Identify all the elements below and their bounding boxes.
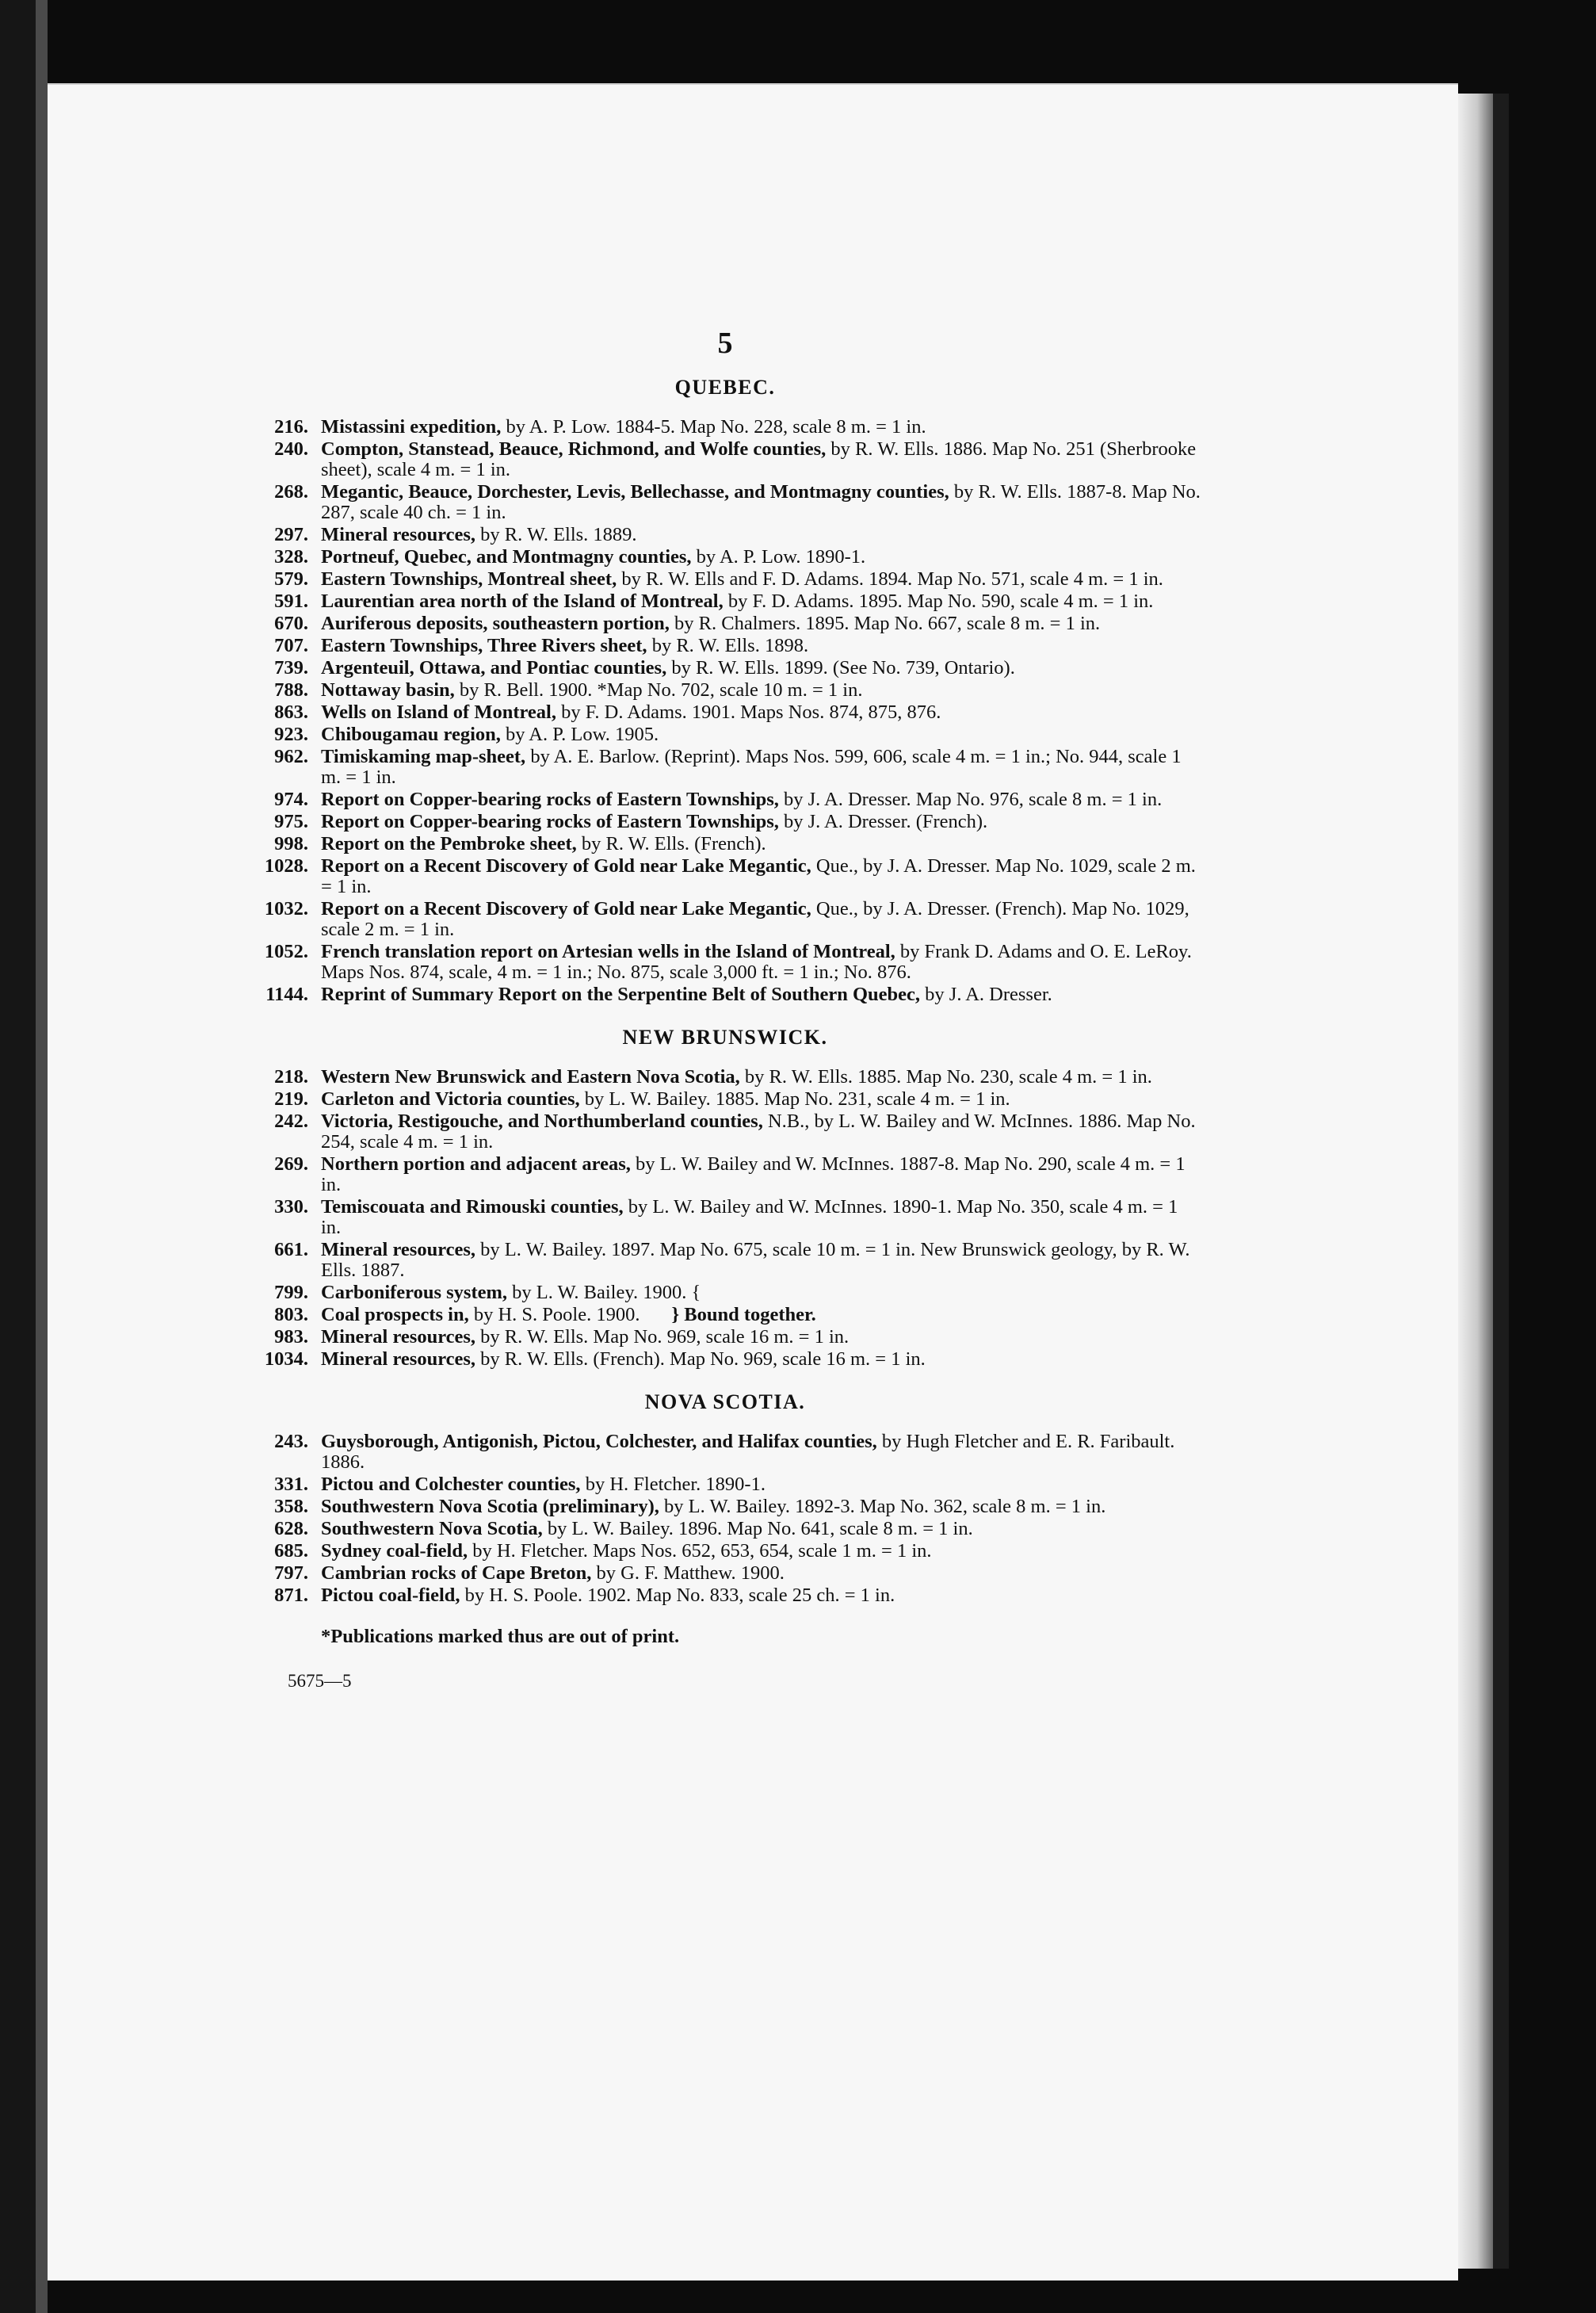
entry-number: 331 . (250, 1474, 308, 1495)
entry-title: Wells on Island of Montreal, (321, 702, 556, 723)
entry-number: 1032 . (250, 899, 308, 919)
entry-number: 1034 . (250, 1349, 308, 1370)
publication-entry (250, 569, 1201, 590)
entry-number: 803 . (250, 1305, 308, 1325)
publication-entry (250, 1089, 1201, 1110)
publication-entry (250, 1197, 1201, 1238)
entry-number: 328 . (250, 547, 308, 568)
entry-details: by L. W. Bailey. 1896. Map No. 641, scale 8 m. = 1 in. (542, 1518, 973, 1539)
entry-number: 628 . (250, 1519, 308, 1539)
entry-details: by Frank D. Adams and O. E. LeRoy. Maps Nos. 874, scale, 4 m. = 1 in.; No. 875, scale 3,000 ft. = 1 in.; No. 876. (321, 941, 1192, 983)
entry-text (321, 525, 1201, 545)
entry-title: Auriferous deposits, southeastern portion, (321, 613, 670, 634)
entry-number: 871 . (250, 1585, 308, 1606)
publication-entry (250, 547, 1201, 568)
entry-number: 579 . (250, 569, 308, 590)
entry-number: 799 . (250, 1283, 308, 1303)
scanner-left-edge (0, 0, 36, 2313)
entry-details: by A. E. Barlow. (Reprint). Maps Nos. 599, 606, scale 4 m. = 1 in.; No. 944, scale 1 m. = 1 in. (321, 746, 1182, 788)
entry-text (321, 1327, 1201, 1348)
entry-title: Western New Brunswick and Eastern Nova Scotia, (321, 1066, 740, 1088)
entry-number: 243 . (250, 1432, 308, 1452)
entry-details: by R. Chalmers. 1895. Map No. 667, scale 8 m. = 1 in. (669, 613, 1101, 634)
entry-text (321, 1154, 1201, 1195)
entry-number: 739 . (250, 658, 308, 679)
entry-title: Nottaway basin, (321, 679, 455, 701)
entry-title: Mineral resources, (321, 1348, 476, 1370)
entry-title: French translation report on Artesian wells in the Island of Montreal, (321, 941, 895, 962)
scanner-edge-band (36, 0, 48, 2313)
entry-number: 240 . (250, 439, 308, 460)
entry-title: Report on a Recent Discovery of Gold near Lake Megantic, (321, 855, 811, 877)
publication-entry (250, 942, 1201, 983)
entry-details: by L. W. Bailey. 1900. { (507, 1282, 701, 1303)
entry-number: 863 . (250, 702, 308, 723)
page-number: 5 (717, 327, 733, 360)
entry-title: Victoria, Restigouche, and Northumberland counties, (321, 1111, 763, 1132)
entry-number: 962 . (250, 747, 308, 767)
entry-details: by R. W. Ells. (French). Map No. 969, scale 16 m. = 1 in. (475, 1348, 926, 1370)
entry-text (321, 724, 1201, 745)
publication-entry (250, 856, 1201, 897)
entry-title: Timiskaming map-sheet, (321, 746, 526, 767)
publication-entry (250, 1067, 1201, 1088)
publication-entry (250, 1327, 1201, 1348)
entry-text (321, 1111, 1201, 1153)
entry-text (321, 1349, 1201, 1370)
entry-number: 998 . (250, 834, 308, 854)
bound-together-note: } Bound together. (671, 1304, 816, 1325)
entry-details: by R. W. Ells. Map No. 969, scale 16 m. = 1 in. (475, 1326, 850, 1348)
entry-title: Report on Copper-bearing rocks of Eastern Townships, (321, 789, 779, 810)
publication-entry (250, 789, 1201, 810)
entry-text (321, 569, 1201, 590)
entry-title: Guysborough, Antigonish, Pictou, Colchester, and Halifax counties, (321, 1431, 877, 1452)
entry-title: Eastern Townships, Montreal sheet, (321, 568, 617, 590)
entry-details: by J. A. Dresser. (French). (778, 811, 988, 832)
entry-details: by F. D. Adams. 1895. Map No. 590, scale 4 m. = 1 in. (723, 591, 1154, 612)
publication-entry (250, 1519, 1201, 1539)
entry-details: by A. P. Low. 1884-5. Map No. 228, scale 8 m. = 1 in. (501, 416, 926, 438)
entry-details: by R. W. Ells. (French). (576, 833, 766, 854)
entry-number: 1052 . (250, 942, 308, 962)
entry-details: by L. W. Bailey. 1885. Map No. 231, scale 4 m. = 1 in. (579, 1088, 1010, 1110)
publication-entry (250, 680, 1201, 701)
entry-text (321, 899, 1201, 940)
entry-details: by R. W. Ells. 1889. (475, 524, 637, 545)
entry-details: by R. W. Ells. 1886. Map No. 251 (Sherbrooke sheet), scale 4 m. = 1 in. (321, 438, 1197, 480)
section (250, 376, 1201, 1005)
entry-title: Cambrian rocks of Cape Breton, (321, 1562, 592, 1584)
entry-details: by R. W. Ells. 1899. (See No. 739, Ontario). (666, 657, 1015, 679)
entry-text (321, 482, 1201, 523)
entry-text (321, 789, 1201, 810)
entry-text (321, 702, 1201, 723)
entry-details: by L. W. Bailey and W. McInnes. 1887-8. Map No. 290, scale 4 m. = 1 in. (321, 1153, 1186, 1195)
entry-title: Mineral resources, (321, 524, 476, 545)
entry-title: Report on Copper-bearing rocks of Eastern Townships, (321, 811, 779, 832)
entry-details: by A. P. Low. 1905. (500, 724, 659, 745)
entry-title: Chibougamau region, (321, 724, 501, 745)
publication-entry (250, 1154, 1201, 1195)
publication-entry (250, 1349, 1201, 1370)
entry-number: 1144 . (250, 984, 308, 1005)
entry-title: Laurentian area north of the Island of Montreal, (321, 591, 724, 612)
entry-text (321, 942, 1201, 983)
entry-text (321, 1541, 1201, 1562)
entry-text (321, 417, 1201, 438)
entry-title: Megantic, Beauce, Dorchester, Levis, Bellechasse, and Montmagny counties, (321, 481, 949, 503)
entry-title: Temiscouata and Rimouski counties, (321, 1196, 624, 1218)
entry-title: Mistassini expedition, (321, 416, 502, 438)
publication-entry (250, 636, 1201, 656)
entry-number: 983 . (250, 1327, 308, 1348)
page-content (250, 325, 1201, 1692)
publication-entry (250, 834, 1201, 854)
section (250, 1390, 1201, 1606)
entry-text (321, 747, 1201, 788)
publication-entry (250, 1474, 1201, 1495)
entry-title: Compton, Stanstead, Beauce, Richmond, and Wolfe counties, (321, 438, 827, 460)
publication-entry (250, 812, 1201, 832)
entry-details: by L. W. Bailey and W. McInnes. 1890-1. Map No. 350, scale 4 m. = 1 in. (321, 1196, 1178, 1238)
entry-details: by G. F. Matthew. 1900. (591, 1562, 785, 1584)
entry-text (321, 1067, 1201, 1088)
entry-text (321, 614, 1201, 634)
entry-details: by J. A. Dresser. (920, 984, 1052, 1005)
entry-details: by A. P. Low. 1890-1. (691, 546, 866, 568)
entry-text (321, 1089, 1201, 1110)
entry-title: Reprint of Summary Report on the Serpentine Belt of Southern Quebec, (321, 984, 921, 1005)
entry-number: 268 . (250, 482, 308, 503)
entry-details: by R. Bell. 1900. *Map No. 702, scale 10 m. = 1 in. (454, 679, 863, 701)
entry-details: by F. D. Adams. 1901. Maps Nos. 874, 875, 876. (556, 702, 941, 723)
entry-title: Coal prospects in, (321, 1304, 469, 1325)
publication-entry (250, 747, 1201, 788)
page-curl (1458, 94, 1493, 2269)
entry-text (321, 680, 1201, 701)
entry-details: Que., by J. A. Dresser. (French). Map No. 1029, scale 2 m. = 1 in. (321, 898, 1189, 940)
section-heading: NEW BRUNSWICK. (622, 1026, 828, 1049)
printer-signature: 5675—5 (288, 1671, 352, 1691)
entry-number: 242 . (250, 1111, 308, 1132)
entry-details: by R. W. Ells. 1898. (647, 635, 809, 656)
entry-text (321, 547, 1201, 568)
publication-entry (250, 1432, 1201, 1473)
publication-entry (250, 482, 1201, 523)
publication-entry (250, 1563, 1201, 1584)
entry-details: by H. Fletcher. 1890-1. (580, 1474, 766, 1495)
entry-details: by H. S. Poole. 1902. Map No. 833, scale 25 ch. = 1 in. (460, 1585, 895, 1606)
entry-text (321, 834, 1201, 854)
entry-title: Report on a Recent Discovery of Gold near Lake Megantic, (321, 898, 811, 919)
entry-number: 297 . (250, 525, 308, 545)
entry-number: 330 . (250, 1197, 308, 1218)
publication-entry (250, 1541, 1201, 1562)
entry-title: Southwestern Nova Scotia, (321, 1518, 543, 1539)
entry-details: Que., by J. A. Dresser. Map No. 1029, scale 2 m. = 1 in. (321, 855, 1196, 897)
entry-number: 591 . (250, 591, 308, 612)
entry-number: 974 . (250, 789, 308, 810)
publication-entry (250, 525, 1201, 545)
section-heading: NOVA SCOTIA. (644, 1390, 806, 1413)
entry-text (321, 812, 1201, 832)
entry-text (321, 1497, 1201, 1517)
publication-entry (250, 724, 1201, 745)
entry-number: 269 . (250, 1154, 308, 1175)
entry-number: 358 . (250, 1497, 308, 1517)
entry-number: 923 . (250, 724, 308, 745)
entry-text (321, 658, 1201, 679)
entry-number: 1028 . (250, 856, 308, 877)
entry-text (321, 1283, 1201, 1303)
publication-entry (250, 1283, 1201, 1303)
entry-number: 216 . (250, 417, 308, 438)
entry-details: by R. W. Ells. 1885. Map No. 230, scale 4 m. = 1 in. (739, 1066, 1152, 1088)
entry-number: 670 . (250, 614, 308, 634)
publication-entry (250, 1240, 1201, 1281)
entry-details: by Hugh Fletcher and E. R. Faribault. 1886. (321, 1431, 1175, 1473)
page-shadow (1493, 94, 1509, 2269)
publication-entry (250, 658, 1201, 679)
publication-entry (250, 702, 1201, 723)
publication-entry (250, 439, 1201, 480)
entry-title: Pictou coal-field, (321, 1585, 460, 1606)
entry-title: Portneuf, Quebec, and Montmagny counties, (321, 546, 692, 568)
entry-details: by L. W. Bailey. 1897. Map No. 675, scale 10 m. = 1 in. New Brunswick geology, by R. W. Ells. 1887. (321, 1239, 1190, 1281)
entry-text (321, 1563, 1201, 1584)
entry-title: Northern portion and adjacent areas, (321, 1153, 631, 1175)
publication-sections (250, 376, 1201, 1606)
entry-details: by H. Fletcher. Maps Nos. 652, 653, 654, scale 1 m. = 1 in. (468, 1540, 932, 1562)
entry-number: 707 . (250, 636, 308, 656)
entry-text (321, 636, 1201, 656)
entry-number: 661 . (250, 1240, 308, 1260)
section-heading: QUEBEC. (674, 376, 776, 399)
entry-text (321, 1474, 1201, 1495)
publication-entry (250, 614, 1201, 634)
footnote: *Publications marked thus are out of print. (321, 1626, 680, 1647)
entry-text (321, 1519, 1201, 1539)
entry-details: by R. W. Ells. 1887-8. Map No. 287, scale 40 ch. = 1 in. (321, 481, 1201, 523)
entry-title: Report on the Pembroke sheet, (321, 833, 577, 854)
publication-entry (250, 417, 1201, 438)
entry-number: 797 . (250, 1563, 308, 1584)
entry-title: Southwestern Nova Scotia (preliminary), (321, 1496, 659, 1517)
entry-title: Argenteuil, Ottawa, and Pontiac counties, (321, 657, 667, 679)
entry-title: Eastern Townships, Three Rivers sheet, (321, 635, 647, 656)
entry-text (321, 439, 1201, 480)
publication-entry (250, 1305, 1201, 1325)
section (250, 1026, 1201, 1370)
publication-entry (250, 1111, 1201, 1153)
publication-entry (250, 1585, 1201, 1606)
entry-number: 788 . (250, 680, 308, 701)
entry-number: 219 . (250, 1089, 308, 1110)
entry-number: 685 . (250, 1541, 308, 1562)
entry-title: Carboniferous system, (321, 1282, 508, 1303)
entry-title: Pictou and Colchester counties, (321, 1474, 581, 1495)
entry-details: by H. S. Poole. 1900. (468, 1304, 640, 1325)
entry-title: Mineral resources, (321, 1326, 476, 1348)
entry-details: by L. W. Bailey. 1892-3. Map No. 362, scale 8 m. = 1 in. (659, 1496, 1106, 1517)
entry-details: by R. W. Ells and F. D. Adams. 1894. Map No. 571, scale 4 m. = 1 in. (617, 568, 1163, 590)
entry-text (321, 1585, 1201, 1606)
entry-text (321, 1197, 1201, 1238)
entry-text (321, 984, 1201, 1005)
publication-entry (250, 899, 1201, 940)
entry-number: 975 . (250, 812, 308, 832)
publication-entry (250, 1497, 1201, 1517)
entry-title: Carleton and Victoria counties, (321, 1088, 580, 1110)
publication-entry (250, 591, 1201, 612)
entry-text (321, 1240, 1201, 1281)
publication-entry (250, 984, 1201, 1005)
entry-text (321, 1432, 1201, 1473)
entry-details: by J. A. Dresser. Map No. 976, scale 8 m. = 1 in. (778, 789, 1163, 810)
entry-title: Sydney coal-field, (321, 1540, 468, 1562)
entry-text (321, 856, 1201, 897)
entry-details: N.B., by L. W. Bailey and W. McInnes. 1886. Map No. 254, scale 4 m. = 1 in. (321, 1111, 1196, 1153)
entry-title: Mineral resources, (321, 1239, 476, 1260)
entry-text (321, 1305, 1201, 1325)
entry-text (321, 591, 1201, 612)
entry-number: 218 . (250, 1067, 308, 1088)
